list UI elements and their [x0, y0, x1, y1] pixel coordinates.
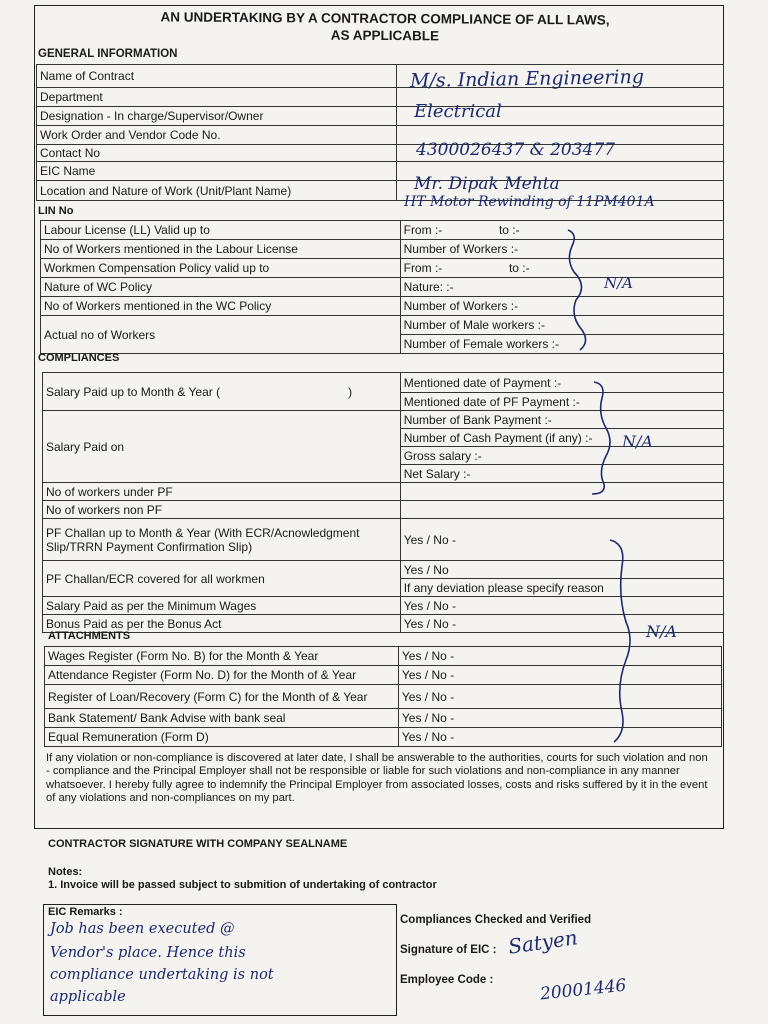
- signature-eic-value: Satyen: [506, 925, 580, 959]
- value-equal-remuneration: Yes / No -: [398, 728, 721, 747]
- value-name-of-contract: M/s. Indian Engineering: [409, 65, 645, 93]
- attachments-heading: ATTACHMENTS: [48, 630, 131, 642]
- value-workers-wc: Number of Workers :-: [400, 297, 723, 316]
- value-pf-deviation: If any deviation please specify reason: [400, 579, 723, 597]
- label-workers-non-pf: No of workers non PF: [43, 501, 401, 519]
- label-location: Location and Nature of Work (Unit/Plant Name): [37, 181, 397, 201]
- title-line-2: AS APPLICABLE: [330, 27, 440, 44]
- na-mark-salary: N/A: [622, 432, 653, 451]
- value-wages-register: Yes / No -: [398, 647, 721, 666]
- na-mark-lin: N/A: [604, 274, 634, 292]
- na-mark-pf: N/A: [646, 622, 677, 641]
- value-department: Electrical: [414, 101, 502, 122]
- label-salary-paid-on: Salary Paid on: [43, 411, 401, 483]
- salary-upto-close: ): [348, 384, 353, 399]
- label-designation: Designation - In charge/Supervisor/Owner: [37, 107, 397, 126]
- value-pf-ecr: Yes / No: [400, 561, 723, 579]
- value-bonus: Yes / No -: [400, 615, 723, 633]
- value-nature-wc: Nature: :-: [400, 278, 723, 297]
- label-wages-register: Wages Register (Form No. B) for the Month & Year: [45, 647, 399, 666]
- label-equal-remuneration: Equal Remuneration (Form D): [45, 728, 399, 747]
- employee-code-label: Employee Code :: [400, 974, 494, 986]
- attachments-table: [44, 646, 722, 747]
- value-net-salary: Net Salary :-: [400, 465, 723, 483]
- value-pf-challan: Yes / No -: [400, 519, 723, 561]
- value-eic-name: Mr. Dipak Mehta: [414, 174, 560, 194]
- value-female-workers: Number of Female workers :-: [400, 335, 723, 354]
- signature-eic-label: Signature of EIC :: [400, 944, 497, 956]
- value-date-pf-payment: Mentioned date of PF Payment :-: [400, 393, 723, 411]
- eic-remarks-label: EIC Remarks :: [48, 906, 123, 918]
- label-department: Department: [37, 88, 397, 107]
- value-work-order: 4300026437 & 203477: [416, 140, 615, 160]
- value-bank-statement: Yes / No -: [398, 709, 721, 728]
- note-1: 1. Invoice will be passed subject to submition of undertaking of contractor: [48, 879, 437, 891]
- contractor-signature-label: CONTRACTOR SIGNATURE WITH COMPANY SEALNAME: [48, 838, 348, 850]
- remark-line-4: applicable: [50, 989, 126, 1005]
- label-bonus: Bonus Paid as per the Bonus Act: [43, 615, 401, 633]
- label-attendance-register: Attendance Register (Form No. D) for the Month of & Year: [45, 666, 399, 685]
- remark-line-2: Vendor's place. Hence this: [50, 945, 246, 961]
- label-bank-statement: Bank Statement/ Bank Advise with bank seal: [45, 709, 399, 728]
- compliances-heading: COMPLIANCES: [38, 352, 120, 364]
- employee-code-value: 20001446: [539, 975, 628, 1005]
- declaration-text: If any violation or non-compliance is discovered at later date, I shall be answerable to the authorities, courts for such violation and non - compliance and the Principal Employer shall not be responsible or liable for such violations and non-compliance in any manner whatsoever. I hereby fully agree to indemnify the Principal Employer from associated losses, costs and risks suffered by it in the event of any violations and non-compliances on my part.: [46, 752, 708, 805]
- label-loan-register: Register of Loan/Recovery (Form C) for the Month of & Year: [45, 685, 399, 709]
- label-eic-name: EIC Name: [37, 162, 397, 181]
- value-gross-salary: Gross salary :-: [400, 447, 723, 465]
- value-min-wages: Yes / No -: [400, 597, 723, 615]
- salary-upto-text: Salary Paid up to Month & Year (: [46, 384, 221, 399]
- notes-label: Notes:: [48, 866, 83, 878]
- label-salary-paid-upto: [43, 373, 401, 411]
- label-workers-wc: No of Workers mentioned in the WC Policy: [41, 297, 401, 316]
- value-labour-license: From :- to :-: [400, 221, 723, 240]
- label-workers-pf: No of workers under PF: [43, 483, 401, 501]
- value-bank-payment: Number of Bank Payment :-: [400, 411, 723, 429]
- lin-heading: LIN No: [38, 205, 74, 217]
- value-male-workers: Number of Male workers :-: [400, 316, 723, 335]
- value-cash-payment: Number of Cash Payment (if any) :-: [400, 429, 723, 447]
- label-workers-ll: No of Workers mentioned in the Labour License: [41, 240, 401, 259]
- value-attendance-register: Yes / No -: [398, 666, 721, 685]
- label-pf-challan: PF Challan up to Month & Year (With ECR/Acnowledgment Slip/TRRN Payment Confirmation Slip): [43, 519, 401, 561]
- eic-remarks-box: [43, 904, 397, 1016]
- remark-line-3: compliance undertaking is not: [50, 967, 274, 983]
- label-name-of-contract: Name of Contract: [37, 65, 397, 88]
- label-actual-workers: Actual no of Workers: [41, 316, 401, 354]
- label-nature-wc: Nature of WC Policy: [41, 278, 401, 297]
- value-loan-register: Yes / No -: [398, 685, 721, 709]
- label-min-wages: Salary Paid as per the Minimum Wages: [43, 597, 401, 615]
- general-heading: GENERAL INFORMATION: [38, 48, 178, 60]
- label-contact-no: Contact No: [37, 145, 397, 162]
- value-workers-ll: Number of Workers :-: [400, 240, 723, 259]
- label-labour-license: Labour License (LL) Valid up to: [41, 221, 401, 240]
- title-line-1: AN UNDERTAKING BY A CONTRACTOR COMPLIANCE OF ALL LAWS,: [160, 9, 610, 28]
- label-wc-policy: Workmen Compensation Policy valid up to: [41, 259, 401, 278]
- value-date-payment: Mentioned date of Payment :-: [400, 373, 723, 393]
- label-pf-ecr: PF Challan/ECR covered for all workmen: [43, 561, 401, 597]
- value-location: HT Motor Rewinding of 11PM401A: [404, 194, 655, 210]
- label-work-order: Work Order and Vendor Code No.: [37, 126, 397, 145]
- value-wc-policy: From :- to :-: [400, 259, 723, 278]
- compliances-checked-label: Compliances Checked and Verified: [400, 914, 592, 926]
- remark-line-1: Job has been executed @: [50, 921, 235, 937]
- form-title: [40, 8, 730, 47]
